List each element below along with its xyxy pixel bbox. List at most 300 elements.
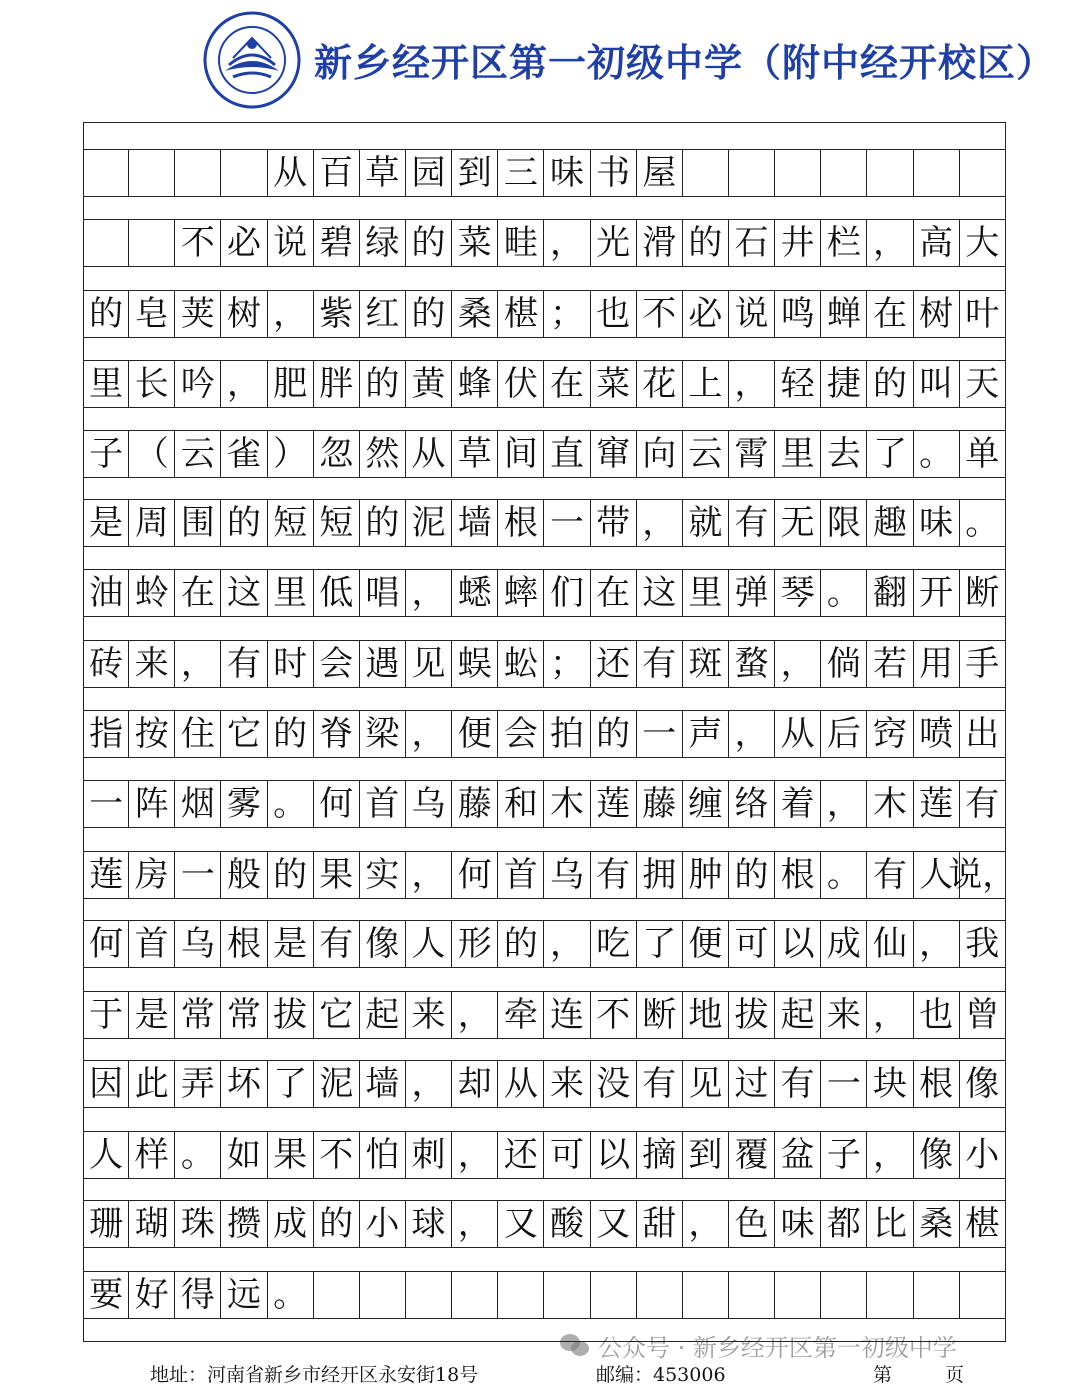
- grid-cell: 单: [960, 431, 1006, 477]
- grid-cell: 的: [498, 921, 544, 967]
- grid-cell: 以: [775, 921, 821, 967]
- grid-cell: ，: [867, 220, 913, 266]
- grid-cell: 因: [83, 1061, 129, 1107]
- grid-cell: 曾: [960, 992, 1006, 1038]
- grid-cell: 房: [129, 852, 175, 898]
- grid-cell: [591, 1272, 637, 1318]
- grid-cell: 果: [314, 852, 360, 898]
- grid-cell: 有: [591, 852, 637, 898]
- grid-cell: 的: [268, 852, 314, 898]
- grid-cell: ，: [867, 1132, 913, 1178]
- grid-cell: 这: [637, 570, 683, 616]
- grid-cell: 遇: [360, 641, 406, 687]
- text-row: [83, 290, 1006, 338]
- grid-cell: 里: [83, 361, 129, 407]
- grid-cell: 这: [221, 570, 267, 616]
- grid-cell: 胖: [314, 361, 360, 407]
- grid-cell: [775, 150, 821, 196]
- grid-cell: ，: [406, 570, 452, 616]
- grid-cell: 石: [729, 220, 775, 266]
- grid-cell: 坏: [221, 1061, 267, 1107]
- grid-cell: [960, 1272, 1006, 1318]
- grid-cell: 刺: [406, 1132, 452, 1178]
- grid-cell: ，: [268, 291, 314, 337]
- grid-cell: 云: [683, 431, 729, 477]
- grid-cell: 雾: [221, 781, 267, 827]
- grid-cell: 的: [314, 1201, 360, 1247]
- grid-cell: ；: [544, 641, 590, 687]
- grid-cell: 围: [175, 500, 221, 546]
- grid-cell: 形: [452, 921, 498, 967]
- grid-cell: 根: [775, 852, 821, 898]
- grid-cell: ，: [729, 361, 775, 407]
- grid-cell: 便: [683, 921, 729, 967]
- grid-cell: 有: [775, 1061, 821, 1107]
- page-number-label-prefix: 第: [873, 1364, 893, 1386]
- grid-cell: 用: [914, 641, 960, 687]
- grid-cell: 。: [175, 1132, 221, 1178]
- grid-cell: 一: [821, 1061, 867, 1107]
- grid-cell: 实: [360, 852, 406, 898]
- grid-cell: 起: [360, 992, 406, 1038]
- grid-cell: 墙: [360, 1061, 406, 1107]
- grid-cell: 没: [591, 1061, 637, 1107]
- grid-cell: 珠: [175, 1201, 221, 1247]
- grid-cell: 的: [221, 500, 267, 546]
- grid-cell: [452, 1272, 498, 1318]
- grid-cell: 们: [544, 570, 590, 616]
- grid-cell: 有: [637, 1061, 683, 1107]
- grid-cell: 果: [268, 1132, 314, 1178]
- grid-cell: 红: [360, 291, 406, 337]
- grid-cell: 蟀: [498, 570, 544, 616]
- grid-cell: 攒: [221, 1201, 267, 1247]
- grid-cell: 趣: [867, 500, 913, 546]
- grid-cell: 络: [729, 781, 775, 827]
- grid-cell: 有: [729, 500, 775, 546]
- grid-cell: 首: [498, 852, 544, 898]
- grid-cell: 屋: [637, 150, 683, 196]
- text-row: [83, 1200, 1006, 1248]
- grid-cell: [175, 150, 221, 196]
- grid-cell: 缠: [683, 781, 729, 827]
- grid-cell: 叶: [960, 291, 1006, 337]
- grid-cell: 常: [221, 992, 267, 1038]
- grid-cell: 鸣: [775, 291, 821, 337]
- grid-cell: [821, 150, 867, 196]
- grid-cell: 一: [83, 781, 129, 827]
- grid-cell: 首: [129, 921, 175, 967]
- grid-cell: 说: [729, 291, 775, 337]
- grid-cell: 。: [821, 570, 867, 616]
- grid-cell: 指: [83, 711, 129, 757]
- grid-cell: 又: [591, 1201, 637, 1247]
- grid-cell: 椹: [960, 1201, 1006, 1247]
- grid-cell: 便: [452, 711, 498, 757]
- grid-cell: 牵: [498, 992, 544, 1038]
- grid-cell: 也: [914, 992, 960, 1038]
- grid-cell: 的: [406, 220, 452, 266]
- school-name: 新乡经开区第一初级中学（附中经开校区）: [314, 40, 1056, 85]
- text-row: [83, 360, 1006, 408]
- grid-cell: 般: [221, 852, 267, 898]
- grid-cell: 是: [83, 500, 129, 546]
- grid-cell: 拥: [637, 852, 683, 898]
- grid-cell: [729, 1272, 775, 1318]
- grid-cell: 栏: [821, 220, 867, 266]
- grid-cell: 的: [683, 220, 729, 266]
- grid-cell: 的: [360, 500, 406, 546]
- grid-cell: 来: [544, 1061, 590, 1107]
- grid-cell: 。: [268, 1272, 314, 1318]
- grid-cell: 成: [821, 921, 867, 967]
- grid-cell: 黄: [406, 361, 452, 407]
- grid-cell: 在: [544, 361, 590, 407]
- grid-cell: ；: [544, 291, 590, 337]
- grid-cell: 还: [591, 641, 637, 687]
- postal-code: 邮编：453006: [596, 1364, 726, 1386]
- grid-cell: 上: [683, 361, 729, 407]
- grid-cell: 人: [914, 852, 960, 898]
- grid-cell: 泥: [406, 500, 452, 546]
- grid-cell: 碧: [314, 220, 360, 266]
- text-row: [83, 219, 1006, 267]
- grid-cell: 就: [683, 500, 729, 546]
- grid-cell: 捷: [821, 361, 867, 407]
- grid-cell: 是: [129, 992, 175, 1038]
- grid-cell: 声: [683, 711, 729, 757]
- grid-cell: 于: [83, 992, 129, 1038]
- grid-cell: 子: [821, 1132, 867, 1178]
- grid-cell: 百: [314, 150, 360, 196]
- grid-cell: ，: [821, 781, 867, 827]
- grid-cell: 去: [821, 431, 867, 477]
- grid-cell: 来: [406, 992, 452, 1038]
- grid-cell: 怕: [360, 1132, 406, 1178]
- grid-cell: 的: [83, 291, 129, 337]
- grid-cell: 的: [729, 852, 775, 898]
- grid-cell: ，: [452, 992, 498, 1038]
- grid-cell: 木: [867, 781, 913, 827]
- grid-cell: 窍: [867, 711, 913, 757]
- grid-cell: 吃: [591, 921, 637, 967]
- text-row: [83, 780, 1006, 828]
- grid-cell: [360, 1272, 406, 1318]
- school-logo: [203, 11, 301, 109]
- grid-cell: 是: [268, 921, 314, 967]
- grid-cell: [129, 220, 175, 266]
- grid-cell: 像: [960, 1061, 1006, 1107]
- grid-cell: 草: [452, 431, 498, 477]
- grid-cell: 如: [221, 1132, 267, 1178]
- grid-cell: 根: [221, 921, 267, 967]
- page-footer: [0, 1350, 1080, 1391]
- grid-cell: 块: [867, 1061, 913, 1107]
- grid-cell: 一: [637, 711, 683, 757]
- text-row: [83, 920, 1006, 968]
- text-row: [83, 640, 1006, 688]
- grid-cell: 何: [83, 921, 129, 967]
- grid-cell: 不: [637, 291, 683, 337]
- grid-cell: 却: [452, 1061, 498, 1107]
- grid-cell: 脊: [314, 711, 360, 757]
- grid-cell: 小: [360, 1201, 406, 1247]
- grid-cell: 了: [268, 1061, 314, 1107]
- grid-cell: 何: [314, 781, 360, 827]
- grid-cell: 带: [591, 500, 637, 546]
- grid-cell: 泥: [314, 1061, 360, 1107]
- grid-cell: 低: [314, 570, 360, 616]
- grid-cell: 砖: [83, 641, 129, 687]
- grid-cell: 从: [775, 711, 821, 757]
- grid-cell: 喷: [914, 711, 960, 757]
- grid-cell: ）: [268, 431, 314, 477]
- grid-cell: ，: [775, 641, 821, 687]
- grid-cell: 里: [683, 570, 729, 616]
- grid-cell: 藤: [637, 781, 683, 827]
- grid-cell: 间: [498, 431, 544, 477]
- grid-cell: 小: [960, 1132, 1006, 1178]
- grid-cell: [406, 1272, 452, 1318]
- grid-cell: ，: [175, 641, 221, 687]
- grid-cell: 菜: [591, 361, 637, 407]
- grid-cell: 会: [498, 711, 544, 757]
- grid-cell: 从: [268, 150, 314, 196]
- grid-cell: 树: [221, 291, 267, 337]
- grid-cell: 高: [914, 220, 960, 266]
- text-row: [83, 1131, 1006, 1179]
- grid-cell: 琴: [775, 570, 821, 616]
- grid-cell: 。: [960, 500, 1006, 546]
- grid-cell: 味: [544, 150, 590, 196]
- grid-cell: 的: [360, 361, 406, 407]
- grid-cell: 皂: [129, 291, 175, 337]
- grid-cell: 短: [268, 500, 314, 546]
- grid-cell: 它: [314, 992, 360, 1038]
- grid-cell: 藤: [452, 781, 498, 827]
- grid-cell: 成: [268, 1201, 314, 1247]
- grid-cell: 墙: [452, 500, 498, 546]
- grid-cell: 树: [914, 291, 960, 337]
- grid-cell: 按: [129, 711, 175, 757]
- grid-cell: 蜈: [452, 641, 498, 687]
- text-row: [83, 430, 1006, 478]
- grid-cell: 畦: [498, 220, 544, 266]
- grid-cell: ，: [221, 361, 267, 407]
- grid-cell: ，: [406, 711, 452, 757]
- grid-cell: 在: [175, 570, 221, 616]
- grid-cell: ，: [452, 1201, 498, 1247]
- grid-cell: 蟋: [452, 570, 498, 616]
- grid-cell: 里: [775, 431, 821, 477]
- grid-cell: 莲: [83, 852, 129, 898]
- grid-cell: 蜂: [452, 361, 498, 407]
- grid-cell: 瑚: [129, 1201, 175, 1247]
- grid-cell: [683, 1272, 729, 1318]
- grid-cell: 比: [867, 1201, 913, 1247]
- grid-cell: 必: [221, 220, 267, 266]
- grid-cell: 子: [83, 431, 129, 477]
- grid-cell: [914, 1272, 960, 1318]
- grid-cell: 草: [360, 150, 406, 196]
- grid-cell: 起: [775, 992, 821, 1038]
- grid-cell: 常: [175, 992, 221, 1038]
- grid-cell: 油: [83, 570, 129, 616]
- grid-cell: 伏: [498, 361, 544, 407]
- grid-cell: 像: [360, 921, 406, 967]
- grid-cell: 肥: [268, 361, 314, 407]
- text-row: [83, 991, 1006, 1039]
- grid-cell: 三: [498, 150, 544, 196]
- grid-cell: [637, 1272, 683, 1318]
- grid-cell: 窜: [591, 431, 637, 477]
- grid-cell: 园: [406, 150, 452, 196]
- grid-cell: 有: [637, 641, 683, 687]
- grid-cell: 不: [314, 1132, 360, 1178]
- grid-cell: 盆: [775, 1132, 821, 1178]
- grid-cell: 直: [544, 431, 590, 477]
- grid-cell: 叫: [914, 361, 960, 407]
- grid-cell: 云: [175, 431, 221, 477]
- grid-cell: 以: [591, 1132, 637, 1178]
- grid-cell: 和: [498, 781, 544, 827]
- grid-cell: 乌: [544, 852, 590, 898]
- grid-cell: 到: [683, 1132, 729, 1178]
- grid-cell: 莲: [591, 781, 637, 827]
- school-address: 地址：河南省新乡市经开区永安街18号: [150, 1364, 479, 1386]
- grid-cell: 拔: [729, 992, 775, 1038]
- grid-cell: 在: [867, 291, 913, 337]
- grid-cell: ，: [406, 1061, 452, 1107]
- grid-cell: [867, 150, 913, 196]
- grid-cell: 来: [821, 992, 867, 1038]
- grid-cell: 不: [591, 992, 637, 1038]
- page-number-label-suffix: 页: [945, 1364, 965, 1386]
- grid-cell: 此: [129, 1061, 175, 1107]
- grid-cell: 地: [683, 992, 729, 1038]
- grid-cell: [221, 150, 267, 196]
- grid-cell: [775, 1272, 821, 1318]
- grid-cell: 了: [637, 921, 683, 967]
- grid-cell: 好: [129, 1272, 175, 1318]
- grid-cell: 唱: [360, 570, 406, 616]
- grid-cell: 味: [775, 1201, 821, 1247]
- grid-cell: 说，: [960, 852, 1006, 898]
- grid-cell: 滑: [637, 220, 683, 266]
- grid-cell: 书: [591, 150, 637, 196]
- grid-cell: 了: [867, 431, 913, 477]
- grid-cell: 在: [591, 570, 637, 616]
- grid-cell: 翻: [867, 570, 913, 616]
- grid-cell: 手: [960, 641, 1006, 687]
- grid-cell: 周: [129, 500, 175, 546]
- grid-cell: 不: [175, 220, 221, 266]
- grid-cell: 桑: [914, 1201, 960, 1247]
- grid-cell: 见: [683, 1061, 729, 1107]
- grid-cell: 蝥: [729, 641, 775, 687]
- grid-cell: 有: [960, 781, 1006, 827]
- grid-cell: 里: [268, 570, 314, 616]
- grid-cell: 的: [406, 291, 452, 337]
- grid-cell: 倘: [821, 641, 867, 687]
- grid-cell: 都: [821, 1201, 867, 1247]
- grid-cell: 。: [914, 431, 960, 477]
- grid-cell: 断: [637, 992, 683, 1038]
- grid-cell: [867, 1272, 913, 1318]
- grid-cell: [83, 220, 129, 266]
- grid-cell: 长: [129, 361, 175, 407]
- grid-cell: 珊: [83, 1201, 129, 1247]
- grid-cell: 大: [960, 220, 1006, 266]
- grid-cell: 到: [452, 150, 498, 196]
- grid-cell: 蝉: [821, 291, 867, 337]
- grid-cell: ，: [544, 921, 590, 967]
- grid-cell: 拍: [544, 711, 590, 757]
- grid-cell: [821, 1272, 867, 1318]
- grid-cell: ，: [914, 921, 960, 967]
- grid-cell: 来: [129, 641, 175, 687]
- grid-cell: 若: [867, 641, 913, 687]
- grid-cell: 必: [683, 291, 729, 337]
- grid-cell: 可: [544, 1132, 590, 1178]
- grid-cell: 。: [268, 781, 314, 827]
- grid-cell: 乌: [406, 781, 452, 827]
- title-row: [83, 149, 1006, 197]
- grid-cell: 根: [498, 500, 544, 546]
- grid-cell: 紫: [314, 291, 360, 337]
- grid-cell: 桑: [452, 291, 498, 337]
- grid-cell: 拔: [268, 992, 314, 1038]
- grid-cell: 远: [221, 1272, 267, 1318]
- grid-cell: ，: [637, 500, 683, 546]
- grid-cell: 轻: [775, 361, 821, 407]
- grid-cell: 限: [821, 500, 867, 546]
- grid-cell: 从: [406, 431, 452, 477]
- grid-cell: 时: [268, 641, 314, 687]
- grid-cell: 的: [268, 711, 314, 757]
- grid-cell: 根: [914, 1061, 960, 1107]
- grid-cell: 要: [83, 1272, 129, 1318]
- grid-cell: 。: [821, 852, 867, 898]
- grid-cell: 弄: [175, 1061, 221, 1107]
- grid-cell: 蛉: [129, 570, 175, 616]
- grid-cell: 忽: [314, 431, 360, 477]
- grid-cell: 仙: [867, 921, 913, 967]
- grid-cell: 烟: [175, 781, 221, 827]
- grid-cell: [544, 1272, 590, 1318]
- grid-cell: 我: [960, 921, 1006, 967]
- text-row: [83, 1271, 1006, 1319]
- grid-cell: 花: [637, 361, 683, 407]
- grid-cell: 井: [775, 220, 821, 266]
- grid-cell: 霄: [729, 431, 775, 477]
- grid-cell: ，: [544, 220, 590, 266]
- grid-cell: 还: [498, 1132, 544, 1178]
- grid-cell: [683, 150, 729, 196]
- grid-cell: 可: [729, 921, 775, 967]
- grid-cell: 后: [821, 711, 867, 757]
- grid-cell: 的: [867, 361, 913, 407]
- grid-cell: 色: [729, 1201, 775, 1247]
- grid-cell: 摘: [637, 1132, 683, 1178]
- grid-cell: 酸: [544, 1201, 590, 1247]
- grid-cell: 一: [175, 852, 221, 898]
- grid-cell: 连: [544, 992, 590, 1038]
- grid-cell: 有: [314, 921, 360, 967]
- grid-cell: 短: [314, 500, 360, 546]
- grid-cell: [498, 1272, 544, 1318]
- grid-cell: 断: [960, 570, 1006, 616]
